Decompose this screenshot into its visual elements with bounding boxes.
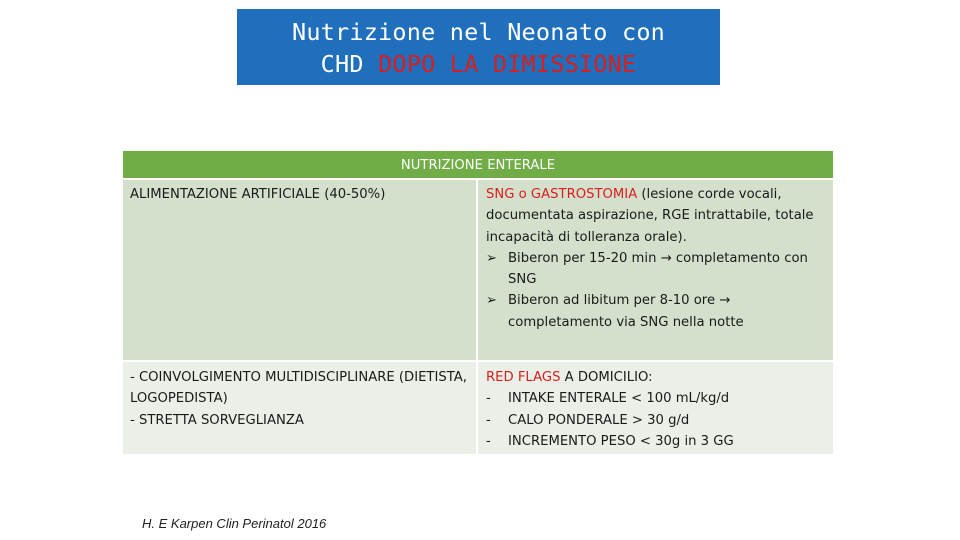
sng-highlight: SNG o GASTROSTOMIA [486, 187, 638, 202]
title-line-2-prefix: CHD [320, 50, 379, 78]
arrowhead-bullet-icon: ➢ [486, 250, 498, 266]
red-flag-text: INCREMENTO PESO < 30g in 3 GG [508, 433, 734, 449]
surveillance-line: - STRETTA SORVEGLIANZA [130, 412, 304, 428]
table-row [123, 362, 833, 454]
list-item [486, 248, 827, 291]
red-flag-text: CALO PONDERALE > 30 g/d [508, 412, 690, 428]
table-cell-artificial-feeding: ALIMENTAZIONE ARTIFICIALE (40-50%) [123, 180, 478, 360]
list-item [486, 290, 827, 333]
red-flags-heading-rest: A DOMICILIO: [560, 370, 653, 385]
red-flags-highlight: RED FLAGS [486, 370, 561, 385]
title-line-2 [237, 48, 720, 80]
table-cell-sng-gastrostomy [478, 180, 833, 360]
list-item [486, 431, 827, 452]
arrowhead-bullet-icon: ➢ [486, 293, 498, 309]
bullet-text [508, 290, 827, 333]
bullet-text-part: completamento con SNG [508, 250, 808, 288]
bullet-text-part: completamento via SNG nella notte [508, 314, 744, 330]
red-flags-heading [486, 367, 827, 388]
sng-intro [486, 184, 827, 248]
table-cell-multidisciplinary [123, 362, 478, 454]
red-flag-text: INTAKE ENTERALE < 100 mL/kg/d [508, 391, 730, 407]
bullet-text [508, 248, 827, 291]
dash-bullet: - [486, 433, 491, 449]
title-highlight: DOPO LA DIMISSIONE [378, 50, 637, 78]
table-header: NUTRIZIONE ENTERALE [123, 151, 833, 180]
dash-bullet: - [486, 412, 491, 428]
title-line-1: Nutrizione nel Neonato con [291, 18, 666, 46]
bullet-text-part: Biberon per 15-20 min [508, 250, 661, 266]
multidisciplinary-line: - COINVOLGIMENTO MULTIDISCIPLINARE (DIETISTA, LOGOPEDISTA) [130, 370, 467, 407]
right-arrow-icon: → [719, 293, 731, 309]
right-arrow-icon: → [660, 250, 672, 266]
citation: H. E Karpen Clin Perinatol 2016 [142, 516, 327, 531]
list-item [486, 410, 827, 431]
bullet-text-part: Biberon ad libitum per 8-10 ore [508, 293, 720, 309]
dash-bullet: - [486, 391, 491, 407]
table-row [123, 180, 833, 362]
slide-title [237, 9, 720, 85]
nutrition-table [123, 151, 833, 454]
sng-description: (lesione corde vocali, documentata aspirazione, RGE intrattabile, totale incapacità di tolleranza orale). [486, 187, 814, 245]
table-cell-red-flags [478, 362, 833, 454]
list-item [486, 388, 827, 409]
